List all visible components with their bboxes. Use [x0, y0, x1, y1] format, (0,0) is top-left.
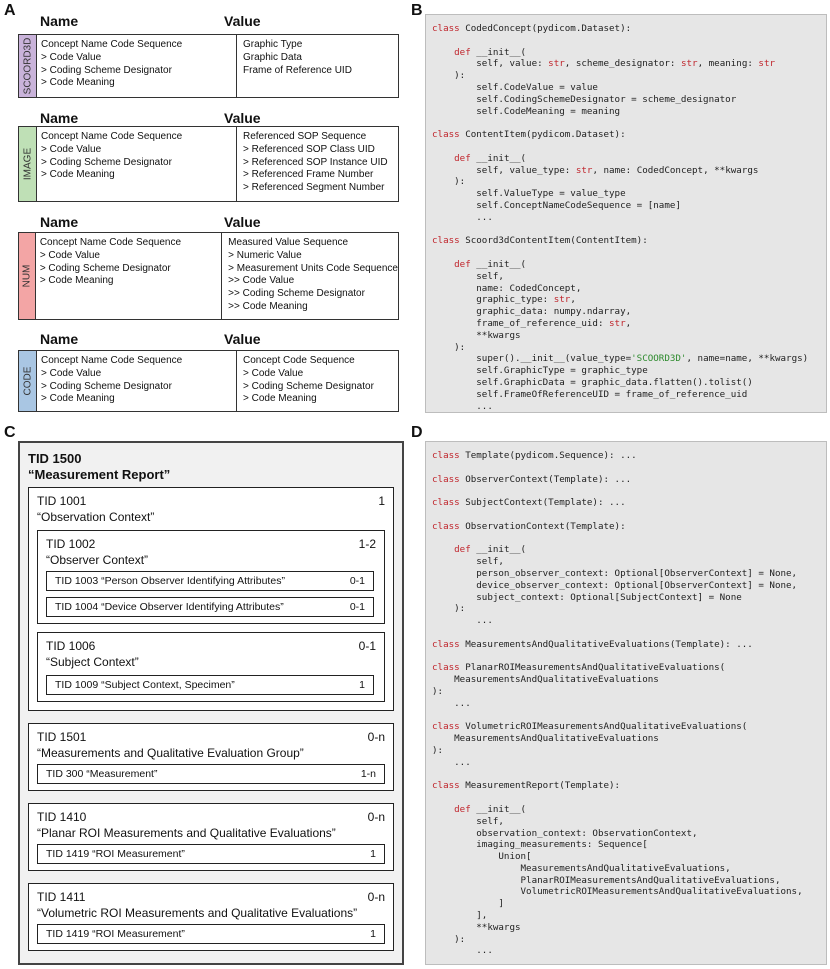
- code-line: class ObservationContext(Template):: [432, 520, 626, 532]
- name-column: [37, 35, 237, 97]
- code-line: [432, 247, 820, 259]
- code-line: graphic_type: str,: [432, 294, 576, 306]
- code-line: [432, 792, 820, 804]
- code-line: Union[: [432, 851, 532, 863]
- code-line: ...: [432, 756, 471, 768]
- code-line: self, value_type: str, name: CodedConcept, **kwargs: [432, 164, 759, 176]
- code-line: self,: [432, 815, 504, 827]
- value-line: > Referenced SOP Class UID: [243, 143, 375, 155]
- observation-context-box: [28, 487, 394, 711]
- code-line: graphic_data: numpy.ndarray,: [432, 306, 632, 318]
- tid-label: TID 1006: [46, 639, 96, 653]
- code-line: def __init__(: [454, 544, 527, 556]
- num-table: [18, 232, 399, 320]
- code-line: self,: [432, 270, 504, 282]
- code-line: device_observer_context: Optional[ObserverContext] = None,: [432, 579, 798, 591]
- code-line: ):: [432, 933, 466, 945]
- planar-roi-box: [28, 803, 394, 871]
- code-line: [432, 651, 820, 663]
- tid-label: TID 1410: [37, 810, 87, 824]
- value-column-header: Value: [224, 214, 261, 230]
- value-column-header: Value: [224, 13, 261, 29]
- code-line: VolumetricROIMeasurementsAndQualitativeEvaluations,: [432, 886, 803, 898]
- code-line: def __init__(: [454, 152, 527, 164]
- code-line: super().__init__(value_type='SCOORD3D', name=name, **kwargs): [432, 353, 809, 365]
- cardinality: 1: [370, 848, 376, 860]
- code-line: ):: [432, 341, 466, 353]
- cardinality: 1-n: [360, 768, 376, 780]
- panel-label-a: A: [4, 2, 16, 19]
- value-line: >> Code Value: [228, 275, 295, 287]
- value-line: > Measurement Units Code Sequence: [228, 262, 398, 274]
- code-line: ):: [432, 70, 466, 82]
- code-line: person_observer_context: Optional[ObserverContext] = None,: [432, 567, 798, 579]
- name-column-header: Name: [40, 214, 79, 230]
- value-type-tag: NUM: [19, 233, 36, 319]
- code-line: imaging_measurements: Sequence[: [432, 839, 648, 851]
- code-line: self.CodeMeaning = meaning: [432, 105, 621, 117]
- name-line: > Code Value: [41, 143, 102, 155]
- code-line: PlanarROIMeasurementsAndQualitativeEvaluations,: [432, 874, 781, 886]
- value-line: > Referenced Segment Number: [243, 182, 385, 194]
- cardinality: 0-n: [367, 730, 385, 744]
- code-line: frame_of_reference_uid: str,: [432, 317, 632, 329]
- value-line: Graphic Type: [243, 39, 303, 50]
- cardinality: 0-n: [367, 890, 385, 904]
- value-type-tag: SCOORD3D: [19, 35, 37, 97]
- code-line: [432, 141, 820, 153]
- tid-label: TID 1419 “ROI Measurement”: [46, 848, 185, 860]
- observer-context-box: [37, 530, 385, 624]
- name-column-header: Name: [40, 110, 79, 126]
- code-line: [432, 117, 820, 129]
- code-line: self.GraphicType = graphic_type: [432, 365, 648, 377]
- tid-name: “Measurements and Qualitative Evaluation Group”: [37, 746, 304, 760]
- code-line: ]: [432, 898, 504, 910]
- code-line: [432, 710, 820, 722]
- code-line: [432, 627, 820, 639]
- code-line: class Scoord3dContentItem(ContentItem):: [432, 235, 648, 247]
- value-column-header: Value: [224, 110, 261, 126]
- cardinality: 0-1: [349, 575, 365, 587]
- code-line: class VolumetricROIMeasurementsAndQualitativeEvaluations(: [432, 721, 748, 733]
- name-column: [37, 127, 237, 201]
- value-line: Concept Code Sequence: [243, 355, 355, 366]
- subject-context-box: [37, 632, 385, 702]
- code-line: [432, 533, 820, 545]
- cardinality: 0-1: [358, 639, 376, 653]
- value-column: [222, 233, 398, 319]
- tid-label: TID 1002: [46, 537, 96, 551]
- tid-name: “Subject Context”: [46, 655, 139, 669]
- template-title: TID 1500: [28, 451, 82, 466]
- name-line: > Code Meaning: [41, 169, 115, 181]
- name-line: > Code Value: [39, 249, 100, 261]
- code-line: name: CodedConcept,: [432, 282, 582, 294]
- code-table: [18, 350, 399, 412]
- code-line: **kwargs: [432, 329, 521, 341]
- code-line: ...: [432, 945, 493, 957]
- code-line: [432, 769, 820, 781]
- name-line: > Code Meaning: [41, 393, 115, 405]
- measurement-group-box: [28, 723, 394, 791]
- value-line: > Coding Scheme Designator: [243, 380, 374, 392]
- code-line: self.GraphicData = graphic_data.flatten().tolist(): [432, 376, 753, 388]
- name-line: Concept Name Code Sequence: [41, 355, 183, 366]
- name-line: > Code Value: [41, 51, 102, 63]
- cardinality: 1: [359, 679, 365, 691]
- tid-label: TID 1419 “ROI Measurement”: [46, 928, 185, 940]
- name-line: > Coding Scheme Designator: [39, 262, 171, 274]
- code-panel-b: [425, 14, 827, 413]
- tid-label: TID 1004 “Device Observer Identifying Attributes”: [55, 601, 284, 613]
- name-line: > Coding Scheme Designator: [41, 156, 172, 168]
- volumetric-roi-box: [28, 883, 394, 951]
- panel-label-b: B: [411, 2, 423, 19]
- panel-label-d: D: [411, 424, 423, 441]
- name-line: Concept Name Code Sequence: [41, 39, 183, 50]
- code-line: ):: [432, 176, 466, 188]
- code-line: class ObserverContext(Template): ...: [432, 473, 632, 485]
- template-subtitle: “Measurement Report”: [28, 467, 171, 482]
- code-line: class MeasurementsAndQualitativeEvaluations(Template): ...: [432, 638, 753, 650]
- name-column-header: Name: [40, 13, 79, 29]
- person-observer-box: [46, 571, 374, 591]
- code-line: self.FrameOfReferenceUID = frame_of_reference_uid: [432, 388, 748, 400]
- code-line: self, value: str, scheme_designator: str, meaning: str: [432, 58, 776, 70]
- code-line: self.CodingSchemeDesignator = scheme_designator: [432, 93, 737, 105]
- tid-label: TID 1501: [37, 730, 87, 744]
- name-column: [37, 351, 237, 411]
- code-line: ...: [432, 211, 493, 223]
- name-line: > Code Value: [41, 367, 102, 379]
- value-line: >> Code Meaning: [228, 300, 308, 312]
- image-table: [18, 126, 399, 202]
- value-line: Measured Value Sequence: [228, 237, 349, 248]
- value-line: > Numeric Value: [228, 249, 302, 261]
- cardinality: 1-2: [358, 537, 376, 551]
- value-column-header: Value: [224, 331, 261, 347]
- code-listing: [432, 23, 820, 412]
- tid-label: TID 1009 “Subject Context, Specimen”: [55, 679, 235, 691]
- code-line: ],: [432, 910, 488, 922]
- name-line: > Code Meaning: [39, 275, 114, 287]
- code-line: [432, 224, 820, 236]
- specimen-box: [46, 675, 374, 695]
- tid-name: “Observer Context”: [46, 553, 149, 567]
- name-line: Concept Name Code Sequence: [41, 131, 183, 142]
- tid-label: TID 1003 “Person Observer Identifying Attributes”: [55, 575, 285, 587]
- code-line: ...: [432, 697, 471, 709]
- code-line: def __init__(: [454, 258, 527, 270]
- code-line: ):: [432, 685, 444, 697]
- code-line: [432, 462, 820, 474]
- name-column-header: Name: [40, 331, 79, 347]
- tid-name: “Volumetric ROI Measurements and Qualitative Evaluations”: [37, 906, 358, 920]
- code-line: subject_context: Optional[SubjectContext] = None: [432, 591, 742, 603]
- code-line: ):: [432, 744, 444, 756]
- value-column: [237, 351, 398, 411]
- code-line: observation_context: ObservationContext,: [432, 827, 698, 839]
- code-panel-d: [425, 441, 827, 965]
- value-line: Referenced SOP Sequence: [243, 131, 367, 142]
- tid-label: TID 1411: [37, 890, 86, 904]
- code-listing: [432, 450, 820, 957]
- value-line: >> Coding Scheme Designator: [228, 288, 365, 300]
- code-line: class ContentItem(pydicom.Dataset):: [432, 129, 626, 141]
- code-line: self.CodeValue = value: [432, 81, 598, 93]
- tid-name: “Observation Context”: [37, 510, 155, 524]
- value-line: > Code Meaning: [243, 393, 317, 405]
- value-type-tag: IMAGE: [19, 127, 37, 201]
- cardinality: 0-1: [349, 601, 365, 613]
- code-line: self.ConceptNameCodeSequence = [name]: [432, 199, 681, 211]
- code-line: [432, 35, 820, 47]
- cardinality: 0-n: [367, 810, 385, 824]
- code-line: class Template(pydicom.Sequence): ...: [432, 450, 637, 461]
- code-line: class MeasurementReport(Template):: [432, 780, 621, 792]
- code-line: class SubjectContext(Template): ...: [432, 497, 626, 509]
- value-column: [237, 35, 398, 97]
- value-type-tag: CODE: [19, 351, 37, 411]
- code-line: class PlanarROIMeasurementsAndQualitativeEvaluations(: [432, 662, 726, 674]
- code-line: self,: [432, 556, 504, 568]
- code-line: def __init__(: [454, 46, 527, 58]
- code-line: MeasurementsAndQualitativeEvaluations,: [432, 862, 731, 874]
- code-line: **kwargs: [432, 921, 521, 933]
- value-column: [237, 127, 398, 201]
- device-observer-box: [46, 597, 374, 617]
- cardinality: 1: [370, 928, 376, 940]
- code-line: MeasurementsAndQualitativeEvaluations: [432, 674, 659, 686]
- name-column: [36, 233, 222, 319]
- name-line: > Coding Scheme Designator: [41, 64, 172, 76]
- code-line: [432, 509, 820, 521]
- measurement-report-template: [18, 441, 404, 965]
- tid-label: TID 1001: [37, 494, 87, 508]
- value-line: Frame of Reference UID: [243, 64, 352, 76]
- name-line: > Code Meaning: [41, 77, 115, 89]
- code-line: ):: [432, 603, 466, 615]
- roi-measurement-box: [37, 924, 385, 944]
- name-line: > Coding Scheme Designator: [41, 380, 172, 392]
- code-line: class CodedConcept(pydicom.Dataset):: [432, 23, 632, 34]
- code-line: [432, 485, 820, 497]
- value-line: > Code Value: [243, 367, 304, 379]
- code-line: ...: [432, 615, 493, 627]
- value-line: Graphic Data: [243, 51, 302, 63]
- tid-name: “Planar ROI Measurements and Qualitative Evaluations”: [37, 826, 336, 840]
- cardinality: 1: [378, 494, 385, 508]
- value-line: > Referenced Frame Number: [243, 169, 374, 181]
- code-line: def __init__(: [454, 803, 527, 815]
- tid-label: TID 300 “Measurement”: [46, 768, 158, 780]
- scoord3d-table: [18, 34, 399, 98]
- value-line: > Referenced SOP Instance UID: [243, 156, 388, 168]
- code-line: self.ValueType = value_type: [432, 188, 626, 200]
- code-line: ...: [432, 400, 493, 412]
- roi-measurement-box: [37, 844, 385, 864]
- name-line: Concept Name Code Sequence: [39, 237, 182, 248]
- measurement-box: [37, 764, 385, 784]
- panel-label-c: C: [4, 424, 16, 441]
- code-line: MeasurementsAndQualitativeEvaluations: [432, 733, 659, 745]
